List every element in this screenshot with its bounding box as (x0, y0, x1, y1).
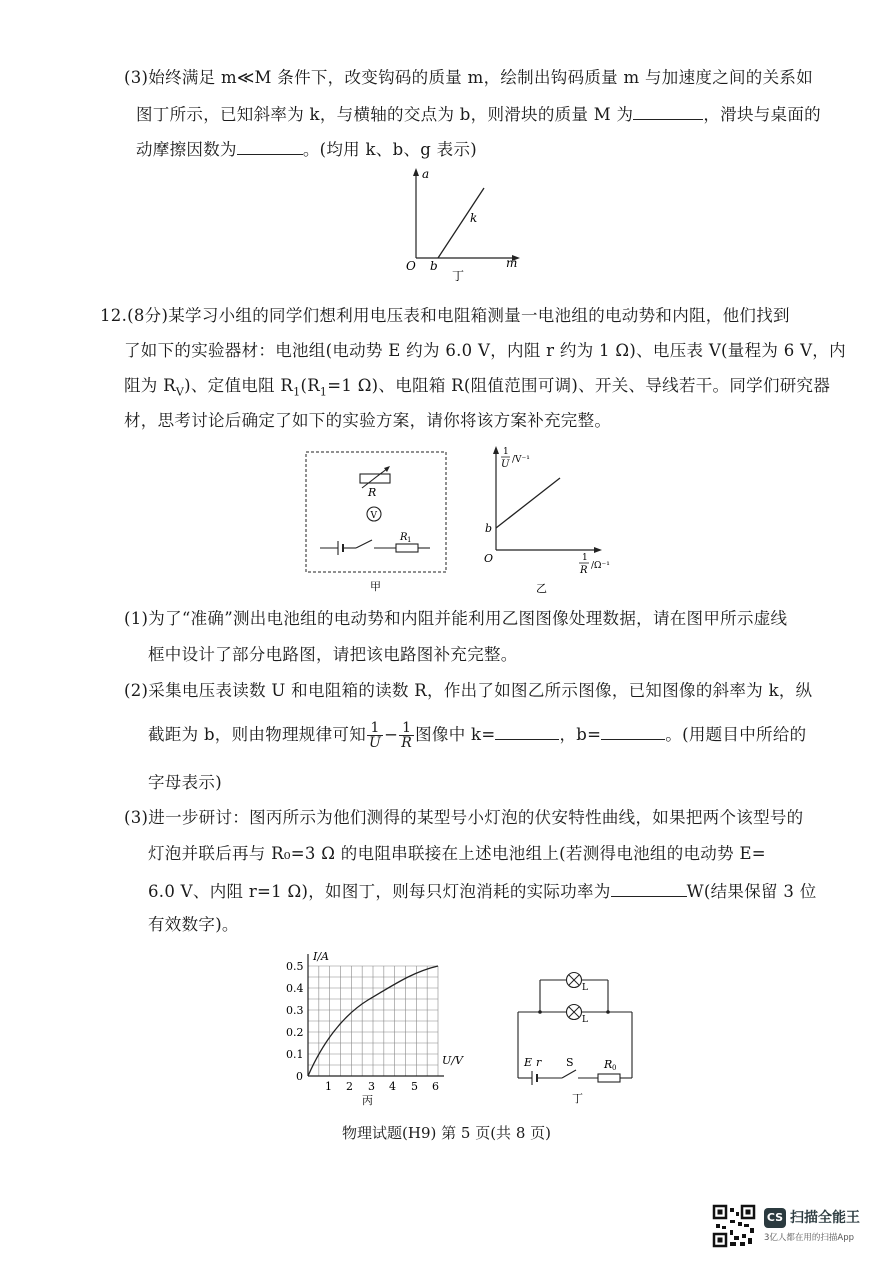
frac-1-over-r (399, 721, 414, 750)
y-tick: 0.5 (286, 960, 304, 973)
figure-caption-ding: 丁 (572, 1092, 583, 1105)
frac1-num: 1 (367, 721, 383, 736)
q12-line3-sub: V (175, 385, 185, 399)
circuit-ding (508, 960, 650, 1106)
emf-label: E (524, 1056, 533, 1069)
switch-icon (356, 540, 372, 548)
y-label-num: 1 (503, 447, 509, 457)
y-tick: 0.3 (286, 1004, 304, 1017)
figure-caption-bing: 丙 (362, 1094, 373, 1107)
q12-line4: 材，思考讨论后确定了如下的实验方案，请你将该方案补充完整。 (124, 411, 612, 430)
y-tick: 0.1 (286, 1048, 304, 1061)
y-arrow-icon (493, 446, 499, 454)
frac1-den: U (369, 735, 382, 751)
origin-label: O (406, 259, 416, 273)
intercept-label: b (430, 259, 438, 273)
frac-dash: − (384, 725, 399, 744)
q12-line3-sub2: 1 (293, 385, 301, 399)
slope-label: k (470, 211, 478, 225)
q12-line3-a: 阻为 R (124, 376, 176, 395)
x-tick: 3 (368, 1080, 375, 1093)
q12-p2-line1: (2)采集电压表读数 U 和电阻箱的读数 R，作出了如图乙所示图像，已知图像的斜率为 k，纵 (124, 681, 813, 700)
x-label: m (506, 256, 518, 270)
q12-line3-c: (R (300, 376, 320, 395)
frac2-num: 1 (399, 721, 414, 736)
grid-lines (308, 966, 438, 1076)
q12-line2: 了如下的实验器材：电池组(电动势 E 约为 6.0 V，内阻 r 约为 1 Ω)、电压表 V(量程为 6 V，内 (124, 341, 846, 360)
y-tick: 0.2 (286, 1026, 304, 1039)
y-label: a (422, 167, 430, 181)
q11-3-text-c: 动摩擦因数为 (136, 140, 237, 159)
y-ticks (286, 960, 304, 1083)
y-tick: 0 (296, 1070, 303, 1083)
q12-p2-text-d: 。(用题目中所给的 (665, 725, 807, 744)
r1-label: R (400, 532, 408, 543)
page-footer: 物理试题(H9) 第 5 页(共 8 页) (342, 1124, 551, 1142)
q12-p3-line4: 有效数字)。 (148, 915, 239, 934)
q12-p1-line1: (1)为了“准确”测出电池组的电动势和内阻并能利用乙图图像处理数据，请在图甲所示虚线 (124, 609, 788, 628)
variable-arrowhead-icon (384, 466, 390, 472)
frac-1-over-u (367, 721, 383, 750)
switch-icon (562, 1070, 576, 1078)
q12-line3-b: )、定值电阻 R (184, 376, 294, 395)
internal-r-label: r (536, 1056, 542, 1069)
y-tick: 0.4 (286, 982, 304, 995)
cs-logo: CS (764, 1208, 786, 1228)
q12-line3-d: =1 Ω)、电阻箱 R(阻值范围可调)、开关、导线若干。同学们研究器 (327, 376, 831, 395)
q12-p2-text-a: 截距为 b，则由物理规律可知 (148, 725, 367, 744)
figure-caption-yi: 乙 (536, 582, 547, 595)
lamp-label: L (582, 983, 588, 993)
r1-sub: 1 (407, 536, 412, 544)
origin-label: O (484, 552, 494, 565)
x-tick: 6 (432, 1080, 439, 1093)
x-unit: /Ω⁻¹ (591, 561, 610, 571)
power-blank[interactable] (611, 878, 687, 897)
q12-line1: 12.(8分)某学习小组的同学们想利用电压表和电阻箱测量一电池组的电动势和内阻，他们找到 (100, 306, 790, 325)
x-label-den: R (580, 565, 588, 576)
y-label-den: U (501, 459, 510, 470)
q11-3-text-b: ，滑块与桌面的 (703, 105, 821, 124)
x-tick: 5 (411, 1080, 418, 1093)
a-m-graph (400, 166, 530, 282)
q12-p3-line1: (3)进一步研讨：图丙所示为他们测得的某型号小灯泡的伏安特性曲线，如果把两个该型号的 (124, 808, 804, 827)
r0-resistor-icon (598, 1074, 620, 1082)
figure-caption: 丁 (452, 269, 465, 282)
x-ticks (325, 1080, 439, 1093)
q12-p2-line2 (148, 720, 806, 750)
iv-curve-bing (282, 948, 482, 1108)
figure-caption-jia: 甲 (370, 580, 381, 593)
q12-p2-text-b: 图像中 k= (415, 725, 496, 744)
q12-line3 (124, 374, 830, 404)
x-label: U/V (442, 1054, 463, 1067)
k-blank[interactable] (495, 721, 559, 740)
x-tick: 1 (325, 1080, 332, 1093)
circuit-box-jia (300, 448, 452, 594)
graph-line (496, 478, 560, 528)
resistor-label: R (368, 486, 377, 499)
r0-label: R (604, 1058, 613, 1071)
intercept-label: b (485, 522, 493, 535)
inverse-graph-yi (478, 442, 654, 600)
q11-3-line2 (136, 101, 821, 127)
badge-name: 扫描全能王 (790, 1210, 860, 1226)
r1-resistor-icon (396, 544, 418, 552)
switch-label: S (566, 1056, 574, 1069)
x-tick: 2 (346, 1080, 353, 1093)
lamp-label: L (582, 1015, 588, 1025)
voltmeter-label: V (370, 511, 377, 521)
q12-p3-text-a: 6.0 V、内阻 r=1 Ω)，如图丁，则每只灯泡消耗的实际功率为 (148, 882, 611, 901)
q11-3-text-a: 图丁所示，已知斜率为 k，与横轴的交点为 b，则滑块的质量 M 为 (136, 105, 634, 124)
junction-icon (538, 1010, 542, 1014)
mass-blank[interactable] (633, 101, 703, 120)
qr-code-icon (712, 1204, 756, 1248)
y-label: I/A (313, 950, 329, 963)
frac2-den: R (401, 735, 413, 751)
q12-p3-line3 (148, 878, 817, 904)
x-label-num: 1 (582, 553, 588, 563)
variable-arrow-icon (362, 468, 388, 488)
y-unit: /V⁻¹ (512, 455, 530, 465)
q11-3-line3 (136, 136, 477, 162)
q11-3-text-d: 。(均用 k、b、g 表示) (302, 140, 477, 159)
junction-icon (606, 1010, 610, 1014)
q12-p1-line2: 框中设计了部分电路图，请把该电路图补充完整。 (148, 645, 518, 664)
q12-p2-text-c: ，b= (559, 725, 602, 744)
badge-subtitle: 3亿人都在用的扫描App (764, 1233, 855, 1243)
r0-sub: 0 (612, 1064, 617, 1072)
q12-p2-line3: 字母表示) (148, 773, 222, 792)
q12-line3-sub3: 1 (319, 385, 328, 399)
x-arrow-icon (594, 547, 602, 553)
b-blank[interactable] (601, 721, 665, 740)
scanner-badge (712, 1204, 880, 1248)
q11-3-line1: (3)始终满足 m≪M 条件下，改变钩码的质量 m，绘制出钩码质量 m 与加速度之间的关系如 (124, 68, 814, 87)
y-arrow-icon (413, 168, 419, 176)
friction-blank[interactable] (237, 136, 303, 155)
q12-p3-line2: 灯泡并联后再与 R₀=3 Ω 的电阻串联接在上述电池组上(若测得电池组的电动势 E= (148, 844, 766, 863)
x-tick: 4 (389, 1080, 396, 1093)
q12-p3-text-b: W(结果保留 3 位 (686, 882, 817, 901)
